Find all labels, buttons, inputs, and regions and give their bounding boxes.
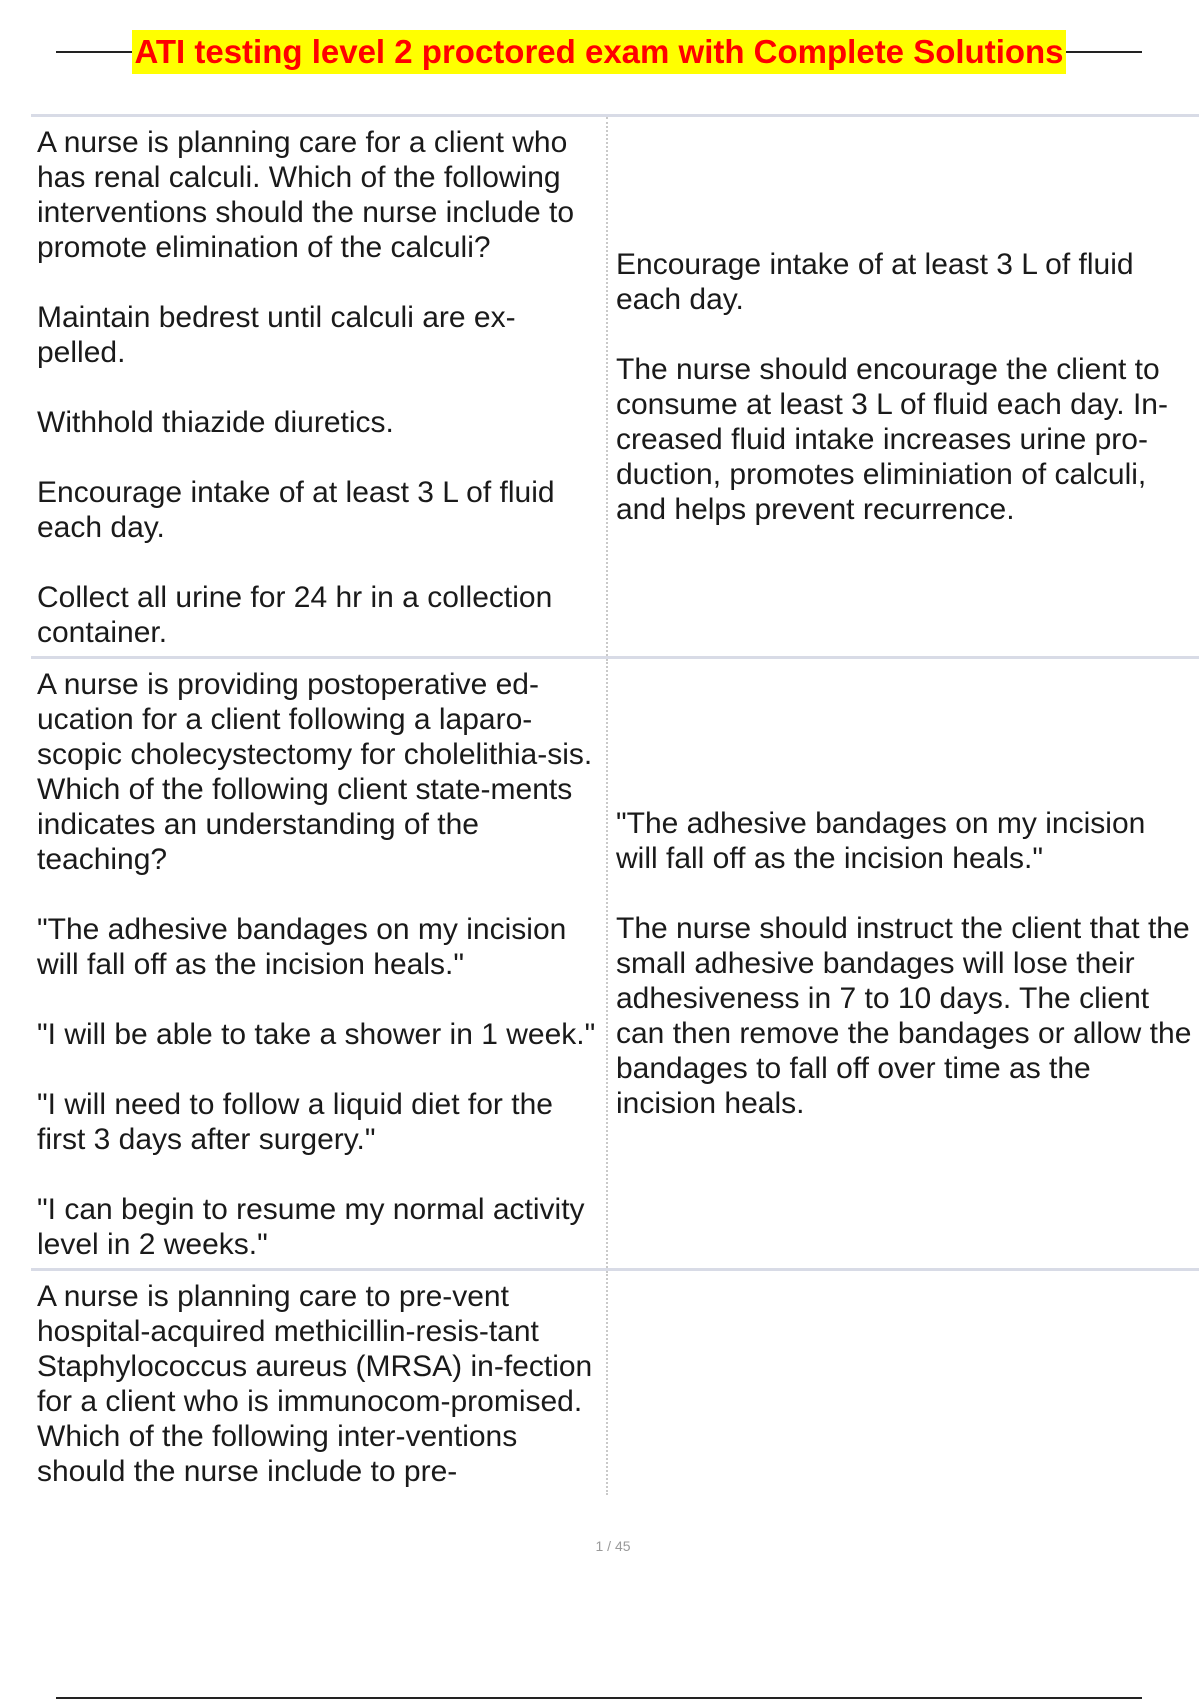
answer-option: Encourage intake of at least 3 L of fluid each day. (37, 476, 555, 544)
flashcard-answer-side (608, 659, 1199, 1268)
question-text: A nurse is planning care for a client who has renal calculi. Which of the following interventions should the nurse include to promote elimination of the calculi? (37, 126, 575, 264)
flashcard-answer-side (608, 1271, 1199, 1495)
answer-option: "I will be able to take a shower in 1 week." (37, 1018, 596, 1051)
answer-option: "I can begin to resume my normal activity level in 2 weeks." (37, 1193, 585, 1261)
flashcard-table (31, 114, 1199, 1495)
flashcard-question-side (31, 659, 608, 1268)
page-footer-rule (56, 1697, 1142, 1699)
flashcard-answer-side (608, 117, 1199, 656)
flashcard-2 (31, 659, 1199, 1271)
answer-option: Withhold thiazide diuretics. (37, 406, 394, 439)
flashcard-1 (31, 117, 1199, 659)
title-rule-right (1066, 51, 1142, 53)
page-number: 1 / 45 (595, 1538, 631, 1554)
question-text: A nurse is planning care to pre-vent hospital-acquired methicillin-resis-tant Staphylococcus aureus (MRSA) in-fection for a client who is immunocom-promised. Which of the following inter-ventions should the nurse include to pre- (37, 1280, 593, 1488)
flashcard-question-side (31, 117, 608, 656)
answer-option: "I will need to follow a liquid diet for the first 3 days after surgery." (37, 1088, 553, 1156)
answer-option: "The adhesive bandages on my incision will fall off as the incision heals." (37, 913, 567, 981)
correct-answer: "The adhesive bandages on my incision will fall off as the incision heals." (616, 807, 1146, 875)
answer-option: Maintain bedrest until calculi are ex-pelled. (37, 301, 516, 369)
rationale-text: The nurse should instruct the client that the small adhesive bandages will lose their adhesiveness in 7 to 10 days. The client can then remove the bandages or allow the bandages to fall off over time as the incision heals. (616, 912, 1192, 1120)
document-header (56, 28, 1142, 76)
flashcard-question-side (31, 1271, 608, 1495)
rationale-text: The nurse should encourage the client to consume at least 3 L of fluid each day. In-creased fluid intake increases urine pro-duction, promotes eliminiation of calculi, and helps prevent recurrence. (616, 352, 1168, 526)
correct-answer: Encourage intake of at least 3 L of fluid each day. (616, 247, 1134, 316)
title-rule-left (56, 51, 132, 53)
document-title: ATI testing level 2 proctored exam with Complete Solutions (132, 30, 1065, 74)
answer-option: Collect all urine for 24 hr in a collection container. (37, 581, 553, 649)
question-text: A nurse is providing postoperative ed-ucation for a client following a laparo-scopic cholecystectomy for cholelithia-sis. Which of the following client state-ments indicates an understanding of the teaching? (37, 668, 593, 876)
flashcard-3 (31, 1271, 1199, 1495)
